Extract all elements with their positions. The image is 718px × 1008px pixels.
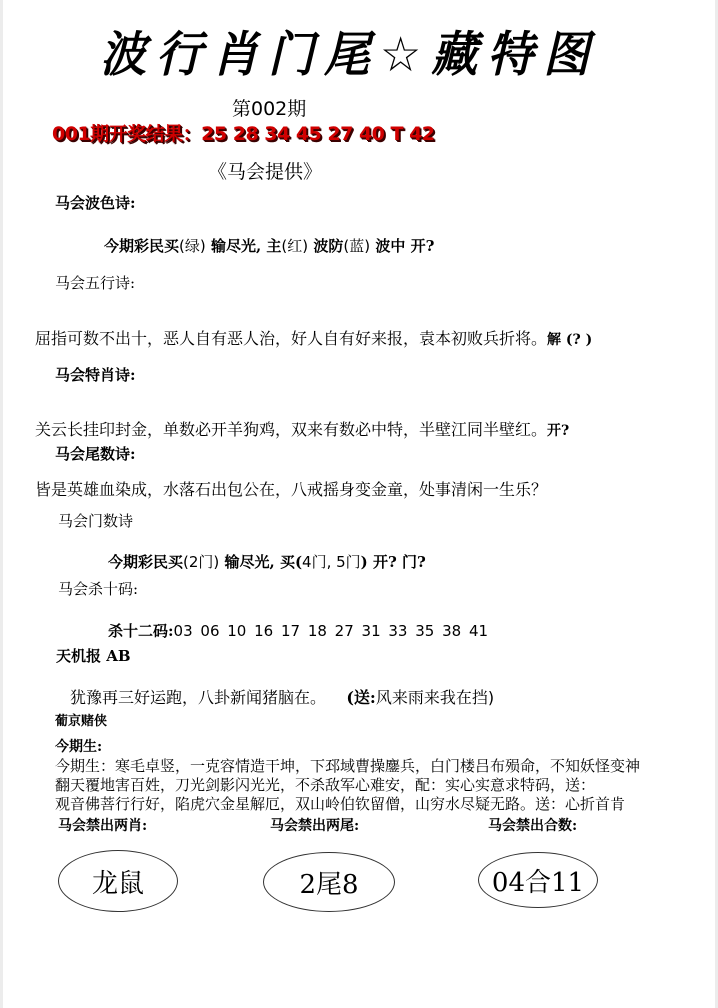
page-title: 波行肖门尾☆藏特图 [100, 25, 600, 83]
wave-blue: (蓝) [343, 237, 371, 255]
this-issue-label: 今期生: [55, 739, 103, 755]
forbidden-tail-label: 马会禁出两尾: [270, 818, 360, 834]
door-number-text [108, 551, 426, 572]
forbidden-sum-value: 04合11 [478, 852, 598, 908]
wave-red: (红) [281, 237, 309, 255]
tianji-gift-label: (送: [346, 688, 376, 707]
door-text-prefix: 今期彩民买 [108, 553, 184, 571]
special-zodiac-label: 马会特肖诗: [55, 366, 136, 384]
kill-twelve-numbers: 03 06 10 16 17 18 27 31 33 35 38 41 [173, 622, 489, 640]
five-elements-label: 马会五行诗: [55, 274, 136, 292]
wave-text-mid1: 输尽光, 主 [210, 237, 282, 255]
this-issue-line-1: 今期生：寒毛卓竖，一克容情造干坤，下邳域曹操鏖兵，白门楼吕布殒命，不知妖怪变神 [55, 757, 641, 775]
tianji-poem-text: 犹豫再三好运跑，八卦新闻猪脑在。 [70, 688, 327, 707]
kill-twelve-line [108, 620, 488, 641]
gambler-label: 葡京赌侠 [55, 714, 108, 729]
last-result-label: 001期开奖结果： [52, 123, 202, 145]
door-text-mid: 输尽光, 买( [224, 553, 303, 571]
wave-color-text [104, 235, 434, 256]
special-zodiac-answer: 开? [547, 423, 570, 439]
left-border [0, 0, 3, 1008]
this-issue-line-3: 观音佛菩行行好，陷虎穴金星解厄，双山岭伯钦留僧，山穷水尽疑无路。送：心折首肯 [55, 795, 626, 813]
special-zodiac-poem [35, 417, 569, 440]
tail-number-label: 马会尾数诗: [55, 445, 136, 463]
wave-text-mid2: 波防 [313, 237, 344, 255]
door-text-suffix: ) 开? 门? [360, 553, 426, 571]
five-elements-answer: 解 (? ) [547, 332, 593, 348]
last-result [52, 119, 435, 146]
tianji-label: 天机报 AB [56, 647, 131, 665]
door-buy: (2门) [183, 553, 220, 571]
wave-color-label: 马会波色诗: [55, 194, 136, 212]
forbidden-zodiac-label: 马会禁出两肖: [58, 818, 148, 834]
five-elements-poem-text: 屈指可数不出十，恶人自有恶人治，好人自有好来报，袁本初败兵折将。 [35, 329, 548, 348]
tianji-poem [70, 685, 494, 708]
five-elements-poem [35, 326, 592, 349]
issue-number: 第002期 [232, 98, 307, 120]
wave-green: (绿) [179, 237, 206, 255]
forbidden-zodiac-value: 龙鼠 [58, 850, 178, 912]
kill-twelve-label: 杀十二码: [108, 622, 174, 640]
this-issue-line-2: 翻天覆地害百姓，刀光剑影闪光光，不杀敌军心难安，配：实心实意求特码，送： [55, 776, 596, 794]
provider-label: 《马会提供》 [208, 161, 323, 183]
wave-text-prefix: 今期彩民买 [104, 237, 180, 255]
door-choices: 4门, 5门 [302, 553, 361, 571]
kill-ten-label: 马会杀十码: [58, 580, 139, 598]
tail-number-poem: 皆是英雄血染成，水落石出包公在，八戒摇身变金童，处事清闲一生乐？ [35, 480, 548, 499]
forbidden-sum-label: 马会禁出合数: [488, 818, 578, 834]
forbidden-tail-value: 2尾8 [263, 852, 395, 912]
tianji-gift-text: 风来雨来我在挡) [375, 688, 495, 707]
last-result-numbers: 25 28 34 45 27 40 T 42 [201, 123, 435, 145]
door-number-label: 马会门数诗 [58, 512, 134, 530]
special-zodiac-poem-text: 关云长挂印封金，单数必开羊狗鸡，双来有数必中特，半壁江同半壁红。 [35, 420, 548, 439]
wave-text-suffix: 波中 开? [375, 237, 435, 255]
